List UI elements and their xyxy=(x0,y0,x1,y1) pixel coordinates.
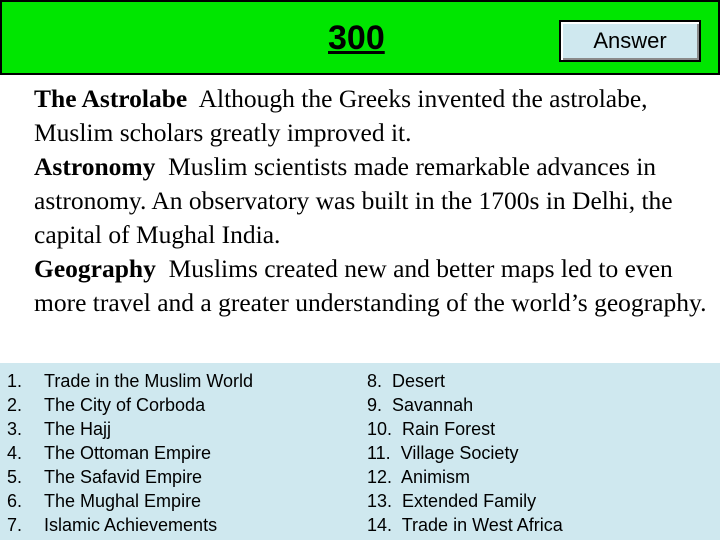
topic-number: 14. xyxy=(367,515,393,535)
topic-label: Trade in West Africa xyxy=(401,515,563,535)
topic-link-islamic-achievements[interactable] xyxy=(7,513,253,537)
topic-label: The Safavid Empire xyxy=(44,467,203,487)
topic-number: 10. xyxy=(367,419,393,439)
content-term: Astronomy xyxy=(34,152,156,181)
topic-link-ottoman-empire[interactable] xyxy=(7,441,253,465)
topic-link-animism[interactable] xyxy=(367,465,563,489)
topic-link-trade-west-africa[interactable] xyxy=(367,513,563,537)
content-paragraph xyxy=(34,150,720,252)
topic-label: Savannah xyxy=(392,395,474,415)
content-area xyxy=(34,82,720,320)
topic-number: 4. xyxy=(7,443,23,463)
topic-label: The City of Corboda xyxy=(44,395,206,415)
topic-label: Trade in the Muslim World xyxy=(44,371,254,391)
topic-link-safavid-empire[interactable] xyxy=(7,465,253,489)
content-term: The Astrolabe xyxy=(34,84,188,113)
header-bar xyxy=(0,0,720,75)
topic-number: 12. xyxy=(367,467,393,487)
content-text: Muslims created new and better maps led to even more travel and a greater understanding of the world’s geography. xyxy=(34,254,707,317)
topic-number: 3. xyxy=(7,419,23,439)
topic-link-desert[interactable] xyxy=(367,369,563,393)
topic-link-trade-muslim-world[interactable] xyxy=(7,369,253,393)
topic-label: The Mughal Empire xyxy=(44,491,202,511)
topic-number: 5. xyxy=(7,467,23,487)
topic-label: Extended Family xyxy=(402,491,537,511)
topic-number: 6. xyxy=(7,491,23,511)
topic-label: Rain Forest xyxy=(402,419,496,439)
topic-number: 11. xyxy=(367,443,391,463)
topic-link-extended-family[interactable] xyxy=(367,489,563,513)
topic-label: Animism xyxy=(401,467,471,487)
content-term: Geography xyxy=(34,254,156,283)
topic-link-savannah[interactable] xyxy=(367,393,563,417)
topic-number: 7. xyxy=(7,515,23,535)
content-text: Muslim scientists made remarkable advances in astronomy. An observatory was built in the 1700s in Delhi, the capital of Mughal India. xyxy=(34,152,673,249)
topic-link-rain-forest[interactable] xyxy=(367,417,563,441)
topic-list-left xyxy=(7,369,253,537)
topic-link-village-society[interactable] xyxy=(367,441,563,465)
topic-number: 9. xyxy=(367,395,383,415)
topic-label: Village Society xyxy=(400,443,519,463)
topic-link-mughal-empire[interactable] xyxy=(7,489,253,513)
topic-label: The Hajj xyxy=(44,419,112,439)
topic-list-right xyxy=(367,369,563,537)
topic-label: Desert xyxy=(392,371,446,391)
topic-number: 1. xyxy=(7,371,23,391)
page-title: 300 xyxy=(328,19,385,57)
topic-number: 8. xyxy=(367,371,383,391)
topic-number: 2. xyxy=(7,395,23,415)
content-paragraph xyxy=(34,82,720,150)
topic-link-city-of-corboda[interactable] xyxy=(7,393,253,417)
content-paragraph xyxy=(34,252,720,320)
topic-label: Islamic Achievements xyxy=(44,515,218,535)
topic-number: 13. xyxy=(367,491,393,511)
topic-link-hajj[interactable] xyxy=(7,417,253,441)
topic-label: The Ottoman Empire xyxy=(44,443,212,463)
answer-button[interactable]: Answer xyxy=(559,20,701,62)
content-text: Although the Greeks invented the astrolabe, Muslim scholars greatly improved it. xyxy=(34,84,648,147)
